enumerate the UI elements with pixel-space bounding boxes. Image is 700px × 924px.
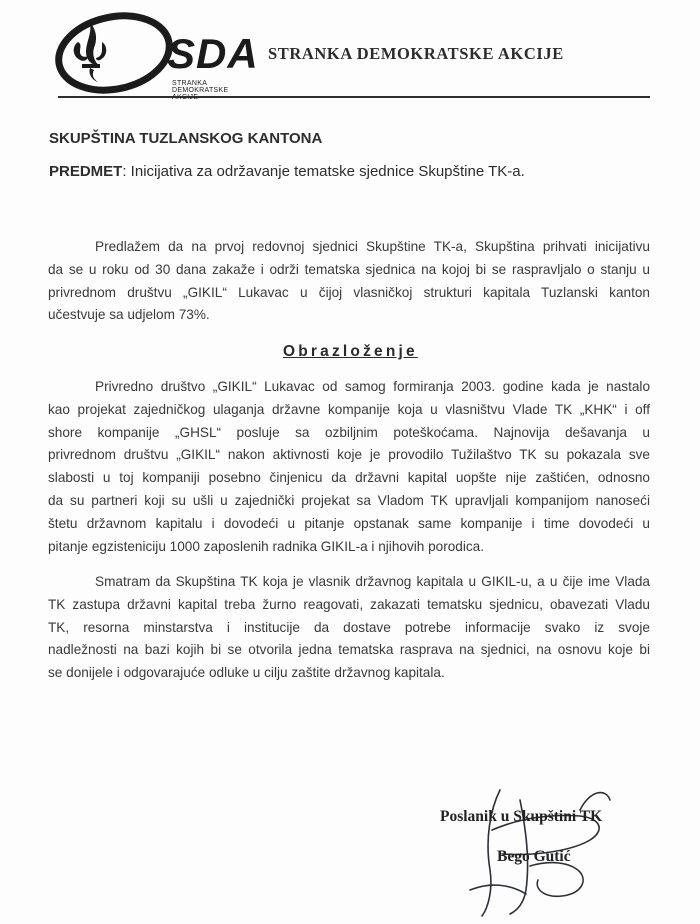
paragraph-line: privrednom društvu „GIKIL“ nakon aktivnosti koje je provodilo Tužilaštvo TK su pokazala sve — [48, 447, 650, 463]
paragraph-line: štetu državnom kapitalu i dovodeći u pitanje opstanak same kompanije i time dovodeći u — [48, 515, 650, 531]
paragraph-line: Smatram da Skupština TK koja je vlasnik državnog kapitala u GIKIL-u, a u čije ime Vlada — [95, 574, 650, 589]
logo-wordmark: SDA — [167, 30, 259, 77]
explanation-paragraph — [48, 376, 650, 558]
proposal-paragraph — [48, 236, 650, 327]
paragraph-line: pitanje egzisteniciju 1000 zaposlenih radnika GIKIL-a i njihovih porodica. — [48, 538, 485, 554]
signatory-title: Poslanik u Skupštini TK — [440, 808, 603, 825]
paragraph-line: da se u roku od 30 dana zakaže i održi tematska sjednica na kojoj bi se raspravljalo o stanju u — [48, 261, 650, 277]
subject-label: PREDMET — [49, 163, 123, 180]
paragraph-line: kao projekat zajedničkog ulaganja državne kompanije koja u vlasništvu Vlade TK „KHK“ i off — [48, 401, 650, 417]
paragraph-line: shore kompanije „GHSL“ posluje sa ozbiljnim poteškoćama. Najnovija dešavanja u — [48, 424, 650, 440]
paragraph-line: Predlažem da na prvoj redovnoj sjednici Skupštine TK-a, Skupština prihvati inicijativu — [95, 239, 650, 254]
paragraph-line: se donijele i odgovarajuće odluke u cilju zaštite državnog kapitala. — [48, 665, 445, 681]
party-logo — [52, 8, 259, 98]
logo-subtitle: STRANKA DEMOKRATSKE — [172, 80, 229, 94]
recipient: SKUPŠTINA TUZLANSKOG KANTONA — [49, 130, 323, 147]
paragraph-line: učestvuje sa udjelom 73%. — [48, 307, 210, 323]
conclusion-paragraph — [48, 571, 650, 685]
subject-text: : Inicijativa za održavanje tematske sjednice Skupštine TK-a. — [122, 163, 525, 180]
handwritten-signature-icon — [430, 770, 650, 920]
paragraph-line: TK, resorna minstarstva i institucije da dostave potrebe informacije svako iz svoje — [48, 619, 650, 635]
signatory-name: Bego Gutić — [497, 848, 571, 865]
subject-line — [49, 163, 525, 180]
header-divider — [58, 96, 650, 98]
section-heading: Obrazloženje — [283, 343, 418, 360]
paragraph-line: privrednom društvu „GIKIL“ Lukavac u čijoj vlasničkoj strukturi kapitala Tuzlanski kanton — [48, 284, 650, 300]
paragraph-line: da su partneri koji su ušli u zajednički projekat sa Vladom TK upravljali kompanijom nanoseći — [48, 492, 650, 508]
paragraph-line: Privredno društvo „GIKIL“ Lukavac od samog formiranja 2003. godine kada je nastalo — [95, 379, 650, 394]
paragraph-line: TK zastupa državni kapital treba žurno reagovati, zakazati tematsku sjednicu, obavezati Vladu — [48, 596, 650, 612]
party-name-heading: STRANKA DEMOKRATSKE AKCIJE — [268, 44, 564, 63]
paragraph-line: nadležnosti na bazi kojih bi se otvorila jedna tematska rasprava na sjednici, na osnovu koje bi — [48, 642, 650, 658]
paragraph-line: slabosti u toj kompaniji posebno činjenicu da državni kapital uopšte nije zaštićen, odnosno — [48, 470, 650, 486]
